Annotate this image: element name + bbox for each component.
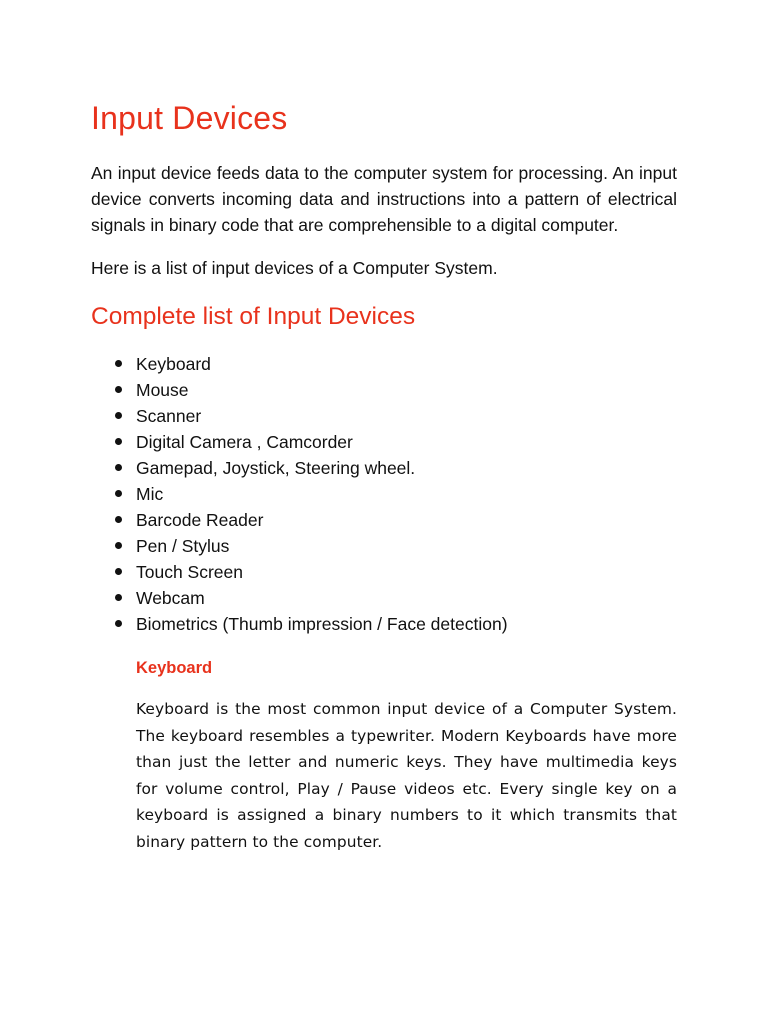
list-item [115,429,677,455]
list-item [115,351,677,377]
bullet-icon [115,386,122,393]
bullet-icon [115,360,122,367]
bullet-icon [115,490,122,497]
list-item-label: Webcam [136,588,205,608]
list-item-label: Touch Screen [136,562,244,582]
bullet-icon [115,620,122,627]
bullet-icon [115,516,122,523]
bullet-icon [115,438,122,445]
list-item-label: Mic [136,484,164,504]
list-item [115,559,677,585]
list-item-label: Biometrics (Thumb impression / Face detection) [136,614,508,634]
list-item-label: Digital Camera , Camcorder [136,432,353,452]
list-item-label: Scanner [136,406,202,426]
list-heading: Complete list of Input Devices [91,303,416,330]
list-item [115,611,677,637]
list-intro-paragraph: Here is a list of input devices of a Computer System. [91,258,498,278]
keyboard-heading: Keyboard [136,659,213,677]
page-title: Input Devices [91,100,288,136]
list-item [115,403,677,429]
intro-paragraph: An input device feeds data to the computer system for processing. An input device converts incoming data and instructions into a pattern of electrical signals in binary code that are comprehensible to a digital computer. [91,163,677,235]
list-item-label: Barcode Reader [136,510,264,530]
keyboard-paragraph: Keyboard is the most common input device of a Computer System. The keyboard resembles a typewriter. Modern Keyboards have more than just the letter and numeric keys. They have multimedia keys for volume control, Play / Pause videos etc. Every single key on a keyboard is assigned a binary numbers to it which transmits that binary pattern to the computer. [136,700,677,851]
list-item [115,533,677,559]
list-item-label: Keyboard [136,354,211,374]
bullet-icon [115,464,122,471]
list-item [115,481,677,507]
list-item [115,507,677,533]
list-item [115,455,677,481]
list-item-label: Mouse [136,380,189,400]
list-item [115,585,677,611]
list-item-label: Pen / Stylus [136,536,230,556]
bullet-icon [115,412,122,419]
bullet-icon [115,594,122,601]
bullet-icon [115,542,122,549]
device-list [91,351,677,637]
list-item-label: Gamepad, Joystick, Steering wheel. [136,458,416,478]
list-item [115,377,677,403]
bullet-icon [115,568,122,575]
